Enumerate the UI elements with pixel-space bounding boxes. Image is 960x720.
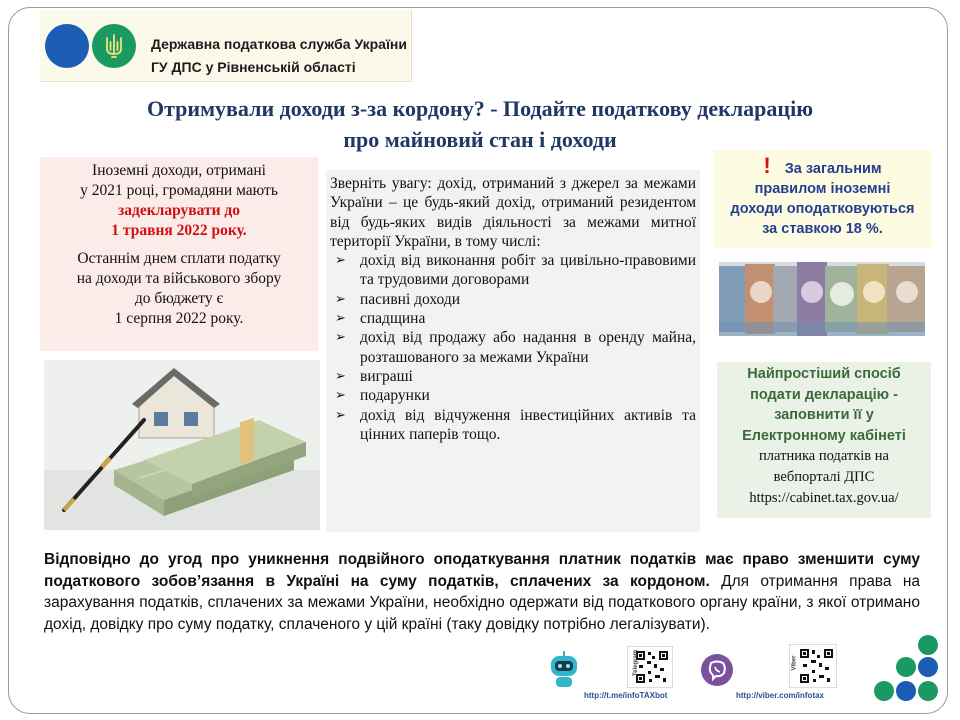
trident-icon	[104, 34, 124, 58]
income-type-item	[330, 367, 696, 386]
declaration-deadline-paragraph	[40, 161, 318, 241]
rate-text-4: за ставкою 18 %.	[762, 221, 883, 237]
income-type-text: дохід від відчуження інвестиційних активів та цінних паперів тощо.	[360, 406, 696, 443]
income-type-text: подарунки	[360, 387, 430, 405]
telegram-qr-block	[627, 646, 673, 688]
logo-blue-circle	[45, 24, 89, 68]
arrow-bullet-icon: ➢	[335, 407, 346, 423]
method-text-6: вебпорталі ДПС	[773, 468, 875, 485]
method-text-2: подати декларацію -	[750, 386, 898, 403]
arrow-bullet-icon: ➢	[335, 388, 346, 404]
payment-text-4: 1 серпня 2022 року.	[114, 310, 244, 327]
payment-text-2: на доходи та військового збору	[76, 270, 282, 287]
house-money-illustration	[44, 360, 320, 530]
method-text-4: Електронному кабінеті	[742, 427, 906, 444]
method-text-5: платника податків на	[759, 448, 889, 465]
title-line-2: про майновий стан і доходи	[343, 127, 617, 152]
deadline-highlight-2: 1 травня 2022 року.	[111, 222, 247, 239]
method-text-1: Найпростіший спосіб	[747, 366, 901, 382]
income-type-item	[330, 386, 696, 405]
arrow-bullet-icon: ➢	[335, 291, 346, 307]
income-type-item	[330, 328, 696, 367]
income-type-text: спадщина	[360, 310, 426, 328]
robot-icon	[547, 650, 581, 690]
arrow-bullet-icon: ➢	[335, 330, 346, 346]
rate-text-3: доходи оподатковуються	[730, 201, 915, 217]
title-line-1: Отримували доходи з-за кордону? - Подайте податкову декларацію	[146, 96, 814, 121]
foreign-income-definition: Зверніть увагу: дохід, отриманий з джерел за межами України – це будь-який дохід, отриманий резидентом від будь-яких видів діяльності за межами митної території України, в тому числі:	[330, 175, 696, 250]
income-type-text: пасивні доходи	[360, 290, 461, 308]
viber-icon[interactable]	[701, 654, 733, 686]
cabinet-link[interactable]: https://cabinet.tax.gov.ua/	[749, 489, 899, 506]
income-type-text: дохід від продажу або надання в оренду майна, розташованого за межами України	[360, 329, 696, 366]
method-text-3: заповнити її у	[774, 407, 874, 424]
income-type-item	[330, 251, 696, 290]
double-taxation-normal: Для отримання права на зарахування податків, сплачених за межами України, необхідно одержати від податкового органу країни, з якої отримано дохід, довідку про суму податку, сплаченого у цій країні (таку довідку потрібно легалізувати).	[44, 572, 920, 633]
income-type-text: виграші	[360, 367, 413, 385]
org-unit: ГУ ДПС у Рівненській області	[151, 59, 356, 75]
banknotes-illustration	[719, 262, 925, 336]
arrow-bullet-icon: ➢	[335, 311, 346, 327]
filing-method-box	[717, 362, 931, 518]
arrow-bullet-icon: ➢	[335, 253, 346, 269]
income-type-item	[330, 309, 696, 328]
income-types-list	[330, 251, 696, 444]
telegram-vertical-label: Telegram	[633, 649, 640, 677]
page-title	[40, 93, 920, 155]
double-taxation-paragraph	[44, 549, 920, 635]
payment-deadline-paragraph	[40, 249, 318, 329]
foreign-income-info-box	[326, 170, 700, 532]
rate-text-2: правилом іноземні	[754, 181, 891, 197]
viber-vertical-label: Viber	[791, 655, 798, 671]
tax-rate-box	[713, 150, 932, 248]
dps-dots-logo	[866, 633, 942, 705]
arrow-bullet-icon: ➢	[335, 368, 346, 384]
header-box	[40, 10, 412, 82]
payment-text-3: до бюджету є	[134, 290, 224, 307]
income-type-item	[330, 406, 696, 445]
viber-link[interactable]: http://viber.com/infotax	[736, 691, 825, 700]
rate-text-1: За загальним	[784, 161, 882, 177]
org-name: Державна податкова служба України	[151, 36, 407, 52]
double-taxation-bold: Відповідно до угод про уникнення подвійного оподаткування платник податків має право зменшити суму податкового зобов’язання в Україні на суму податків, сплачених за кордоном.	[44, 551, 920, 590]
telegram-link[interactable]: http://t.me/infoTAXbot	[584, 691, 668, 700]
income-type-text: дохід від виконання робіт за цивільно-правовими та трудовими договорами	[360, 252, 696, 289]
viber-qr-block	[789, 644, 837, 688]
income-type-item	[330, 290, 696, 309]
deadline-text-2: у 2021 році, громадяни мають	[80, 182, 278, 199]
deadline-box	[40, 157, 318, 351]
deadline-highlight-1: задекларувати до	[118, 202, 240, 219]
exclamation-icon: !	[763, 153, 771, 178]
payment-text-1: Останнім днем сплати податку	[77, 250, 281, 267]
deadline-text-1: Іноземні доходи, отримані	[92, 162, 266, 179]
